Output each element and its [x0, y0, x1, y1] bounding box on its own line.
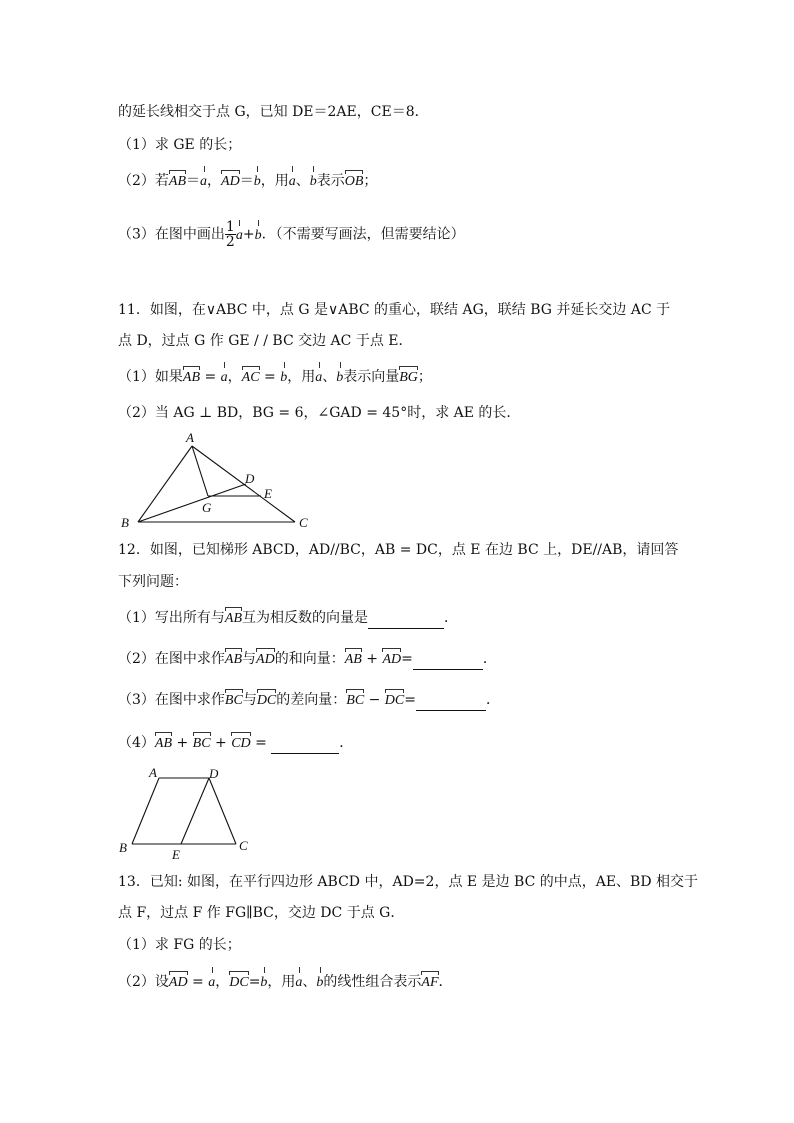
- p13-line1: 13．已知: 如图，在平行四边形 ABCD 中，AD=2，点 E 是边 BC 的中点，AE、BD 相交于: [118, 874, 699, 890]
- p12-question-4: （4）AB + BC + CD = ．: [118, 733, 353, 754]
- answer-blank: [416, 690, 486, 711]
- answer-blank: [271, 733, 339, 754]
- vector-dc: DC: [385, 691, 404, 711]
- vector-a: a: [221, 368, 228, 388]
- label-d: D: [245, 471, 255, 486]
- vector-a: a: [208, 973, 215, 993]
- p11-line2: 点 D，过点 G 作 GE / / BC 交边 AC 于点 E．: [118, 333, 413, 349]
- vector-dc: DC: [229, 973, 248, 993]
- vector-ab: AB: [169, 172, 186, 192]
- vector-ad: AD: [169, 973, 188, 993]
- label-c: C: [239, 838, 248, 853]
- p12-question-3: （3）在图中求作BC与DC的差向量：BC − DC= ．: [118, 690, 500, 711]
- label-c: C: [299, 515, 308, 530]
- vector-ad: AD: [256, 650, 275, 670]
- vector-bc: BC: [346, 691, 364, 711]
- p13-question-1: （1）求 FG 的长；: [118, 937, 241, 953]
- vector-bc: BC: [193, 734, 211, 754]
- segment-de: [181, 778, 209, 844]
- fraction-one-half: $\frac{1}{2}$: [225, 219, 235, 250]
- vector-a: a: [315, 368, 322, 388]
- vector-ab: AB: [183, 368, 200, 388]
- vector-b: b: [336, 368, 343, 388]
- label-e: E: [264, 486, 272, 501]
- p12-line2: 下列问题：: [118, 574, 188, 590]
- vector-ab: AB: [225, 650, 242, 670]
- segment-dc: [209, 778, 236, 844]
- vector-ob: OB: [345, 172, 364, 192]
- vector-b: b: [280, 368, 287, 388]
- p10-line0: 的延长线相交于点 G，已知 DE＝2AE，CE＝8．: [118, 104, 429, 120]
- vector-ac: AC: [242, 368, 260, 388]
- vector-b: b: [254, 172, 261, 192]
- vector-b: b: [316, 973, 323, 993]
- p11-line1: 11．如图，在∨ABC 中，点 G 是∨ABC 的重心，联结 AG，联结 BG 并延长交边 AC 于: [118, 302, 671, 318]
- label-b: B: [119, 840, 127, 855]
- triangle-figure: [115, 428, 325, 534]
- p12-question-2: （2）在图中求作AB与AD的和向量：AB + AD= ．: [118, 649, 497, 670]
- vector-bc: BC: [225, 691, 243, 711]
- trapezoid-figure: [115, 762, 265, 864]
- p10-question-1: （1）求 GE 的长；: [118, 137, 242, 153]
- vector-cd: CD: [231, 734, 250, 754]
- answer-blank: [368, 608, 444, 629]
- p12-question-1: （1）写出所有与AB互为相反数的向量是 ．: [118, 608, 458, 629]
- vector-ad: AD: [221, 172, 240, 192]
- segment-ab: [132, 778, 159, 844]
- vector-ab: AB: [225, 609, 242, 629]
- label-a: A: [149, 765, 157, 780]
- segment-bd: [138, 484, 246, 522]
- vector-a: a: [295, 973, 302, 993]
- p12-line1: 12．如图，已知梯形 ABCD，AD//BC，AB = DC，点 E 在边 BC 上，DE//AB，请回答: [118, 542, 679, 558]
- segment-ag: [192, 446, 208, 496]
- vector-ab: AB: [155, 734, 172, 754]
- vector-b: b: [310, 172, 317, 192]
- vector-bg: BG: [399, 368, 418, 388]
- p13-line2: 点 F，过点 F 作 FG∥BC，交边 DC 于点 G．: [118, 905, 405, 921]
- vector-a: a: [289, 172, 296, 192]
- vector-af: AF: [421, 973, 438, 993]
- vector-dc: DC: [257, 691, 276, 711]
- label-d: D: [209, 766, 219, 781]
- p10-question-2: （2）若AB＝a，AD＝b，用a、b表示OB；: [118, 171, 377, 192]
- vector-b: b: [260, 973, 267, 993]
- label-g: G: [202, 500, 212, 515]
- segment-ab: [138, 446, 192, 522]
- vector-ab: AB: [345, 650, 362, 670]
- p10-question-3: （3）在图中画出 $\frac{1}{2}$ a+b．（不需要写画法，但需要结论）: [118, 219, 465, 250]
- p11-question-1: （1）如果AB = a，AC = b，用a、b表示向量BG；: [118, 367, 432, 388]
- vector-a: a: [236, 226, 243, 246]
- label-b: B: [121, 515, 129, 530]
- answer-blank: [413, 649, 483, 670]
- label-e: E: [172, 847, 180, 862]
- vector-a: a: [200, 172, 207, 192]
- vector-b: b: [255, 226, 262, 246]
- vector-ad: AD: [382, 650, 401, 670]
- p11-question-2: （2）当 AG ⊥ BD，BG = 6，∠GAD = 45°时，求 AE 的长．: [118, 405, 521, 421]
- p13-question-2: （2）设AD = a，DC=b，用a、b的线性组合表示AF．: [118, 972, 453, 993]
- label-a: A: [186, 430, 194, 445]
